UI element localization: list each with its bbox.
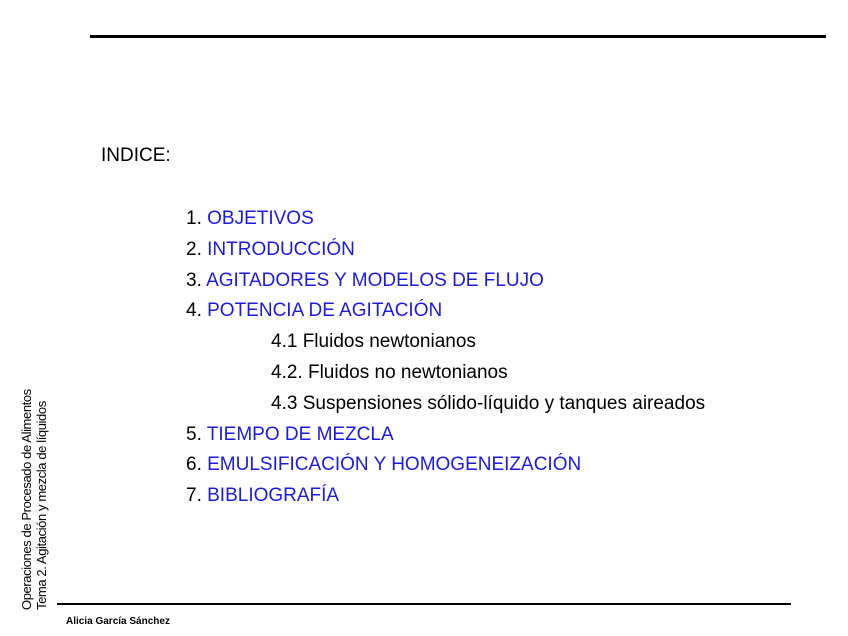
toc-number: 2. [186,238,208,260]
vertical-course-title [19,350,55,610]
toc-item-tiempo-mezcla [186,420,705,451]
toc-link-tiempo-mezcla[interactable]: TIEMPO DE MEZCLA [206,423,394,445]
toc-item-introduccion [186,235,705,266]
toc-item-objetivos [186,204,705,235]
toc-link-introduccion[interactable]: INTRODUCCIÓN [207,238,355,260]
toc-link-emulsificacion[interactable]: EMULSIFICACIÓN Y HOMOGENEIZACIÓN [207,454,582,476]
toc-subitem-newtonianos [186,327,705,358]
toc-link-potencia[interactable]: POTENCIA DE AGITACIÓN [207,300,443,322]
toc-subitem-suspensiones [186,389,705,420]
toc-number: 3. [186,269,207,291]
toc-number: 6. [186,454,208,476]
toc-link-agitadores[interactable]: AGITADORES Y MODELOS DE FLUJO [206,269,544,291]
toc-item-emulsificacion [186,450,705,481]
toc-subitem-no-newtonianos [186,358,705,389]
toc-number: 4.3 [271,392,303,414]
toc-item-agitadores [186,266,705,297]
toc-number: 5. [186,423,207,445]
top-divider [90,35,826,38]
toc-number: 4.2. [271,361,308,383]
bottom-divider [57,603,791,605]
toc-subitem-label: Suspensiones sólido-líquido y tanques aireados [302,392,706,414]
toc-link-bibliografia[interactable]: BIBLIOGRAFÍA [207,485,340,507]
toc-subitem-label: Fluidos newtonianos [302,331,476,353]
course-name: Operaciones de Procesado de Alimentos [19,389,34,610]
toc-subitem-label: Fluidos no newtonianos [307,361,508,383]
toc-number: 1. [186,208,208,229]
toc-number: 4.1 [271,331,303,353]
toc-number: 7. [186,485,208,507]
toc-item-potencia [186,296,705,327]
topic-name: Tema 2. Agitación y mezcla de líquidos [34,401,49,610]
toc-number: 4. [186,300,208,322]
table-of-contents [186,204,705,512]
toc-item-bibliografia [186,481,705,512]
toc-link-objetivos[interactable]: OBJETIVOS [207,208,314,229]
index-heading: INDICE: [101,145,171,166]
author-name: Alicia García Sánchez [66,616,170,627]
